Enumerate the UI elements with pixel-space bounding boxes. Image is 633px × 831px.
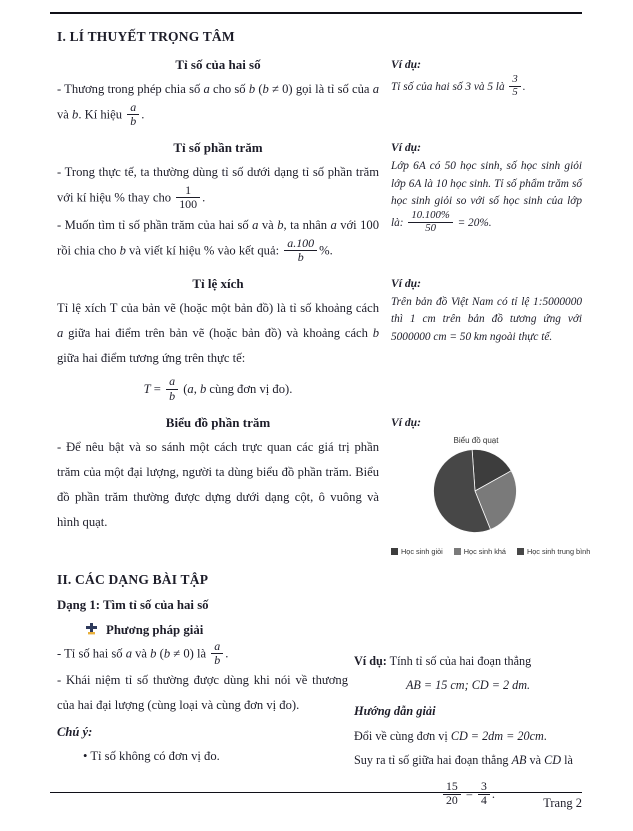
row-ratio [57, 46, 582, 129]
fraction-ab: $\frac{a}{b}$ [166, 375, 178, 402]
text-runs: Suy ra tỉ số giữa hai đoạn thẳng AB và CD là [354, 753, 573, 768]
example-percent [391, 129, 582, 265]
example-label: Ví dụ: [391, 415, 421, 429]
text-runs: - Muốn tìm tỉ số phần trăm của hai số a và b, ta nhân a với 100 rồi chia cho b và viết kí hiệu % vào kết quả: [57, 217, 379, 258]
pie-chart-title: Biểu đồ quạt [453, 435, 499, 445]
text-runs: - Thương trong phép chia số a cho số b (b ≠ 0) gọi là tỉ số của a và b. Kí hiệu [57, 82, 380, 122]
pie-chart-legend [391, 546, 591, 556]
page-content [57, 22, 591, 811]
example-label: Ví dụ: [391, 141, 421, 155]
dang1-heading: Dạng 1: Tìm tỉ số của hai số [57, 597, 209, 612]
practice-left [57, 638, 348, 811]
footer-rule [50, 792, 582, 793]
theory-scale [57, 265, 379, 404]
example-chart [391, 404, 591, 556]
theory-percent [57, 129, 379, 265]
text-runs: (a, b cùng đơn vị đo). [180, 381, 293, 396]
legend-swatch [517, 548, 524, 555]
fraction-ab: $\frac{a}{b}$ [211, 640, 223, 667]
practice-example [354, 641, 582, 811]
text: Tính tỉ số của hai đoạn thẳng [386, 653, 532, 668]
theory-ratio [57, 46, 379, 129]
text-end: . [491, 786, 495, 801]
fraction-1-100: $\frac{1}{100}$ [176, 184, 200, 211]
legend-item [454, 547, 506, 556]
pie-chart-canvas [391, 447, 561, 535]
solution-step1 [354, 724, 582, 749]
subheading-chart: Biểu đồ phần trăm [165, 414, 271, 430]
fraction-3-4: $\frac{3}{4}$ [478, 781, 490, 808]
fraction-15-20: $\frac{15}{20}$ [443, 781, 461, 808]
text: Lớp 6A có 50 học sinh, số học sinh giỏi lớp 6A là 10 học sinh. Tỉ số phẩm trăm số học sinh giỏi so với số học sinh của lớp là: [391, 160, 582, 229]
text-end: . [225, 646, 229, 661]
paragraph-scale [57, 296, 379, 371]
section1-heading: I. LÍ THUYẾT TRỌNG TÂM [57, 29, 235, 44]
row-chart [57, 404, 591, 556]
fraction-3-5: $\frac{3}{5}$ [509, 74, 520, 99]
practice-example-intro [354, 649, 582, 674]
section2-heading: II. CÁC DẠNG BÀI TẬP [57, 571, 209, 587]
method-label: Phương pháp giải [106, 622, 204, 637]
legend-item [391, 547, 443, 556]
text-runs: T = [143, 381, 165, 396]
example-scale [391, 265, 582, 404]
legend-label: Học sinh giỏi [401, 546, 443, 556]
legend-label: Học sinh trung bình [526, 546, 591, 556]
legend-swatch [454, 548, 461, 555]
subheading-scale: Tỉ lệ xích [192, 275, 244, 291]
practice-p2: - Khái niệm tỉ số thường được dùng khi nói về thương của hai đại lượng (cùng loại và cùng đơn vị đo). [57, 673, 348, 713]
paragraph-percent-2 [57, 213, 379, 265]
text-end: . [141, 107, 145, 122]
note-label: Chú ý: [57, 725, 93, 740]
text: Tỉ số của hai số 3 và 5 là [391, 80, 508, 93]
subheading-percent: Tỉ số phần trăm [173, 140, 263, 156]
pie-chart [391, 435, 591, 556]
page-number: Trang 2 [543, 796, 582, 810]
example-text [391, 158, 582, 235]
subheading-ratio: Tỉ số của hai số [175, 57, 261, 72]
legend-swatch [391, 548, 398, 555]
row-percent [57, 129, 582, 265]
top-rule [50, 12, 582, 14]
solution-step2 [354, 748, 582, 773]
example-label: Ví dụ: [391, 58, 421, 71]
text-end: . [202, 190, 206, 205]
text-runs: Đổi về cùng đơn vị CD = 2dm = 20cm. [354, 728, 547, 743]
row-practice [57, 638, 582, 811]
equals-sign: = [462, 786, 476, 801]
example-text: Trên bản đồ Việt Nam có tỉ lệ 1:5000000 thì 1 cm trên bản đồ tương ứng với 5000000 cm = 50 km ngoài thực tế. [391, 295, 582, 343]
text-runs: - Tỉ số hai số a và b (b ≠ 0) là [57, 646, 210, 661]
paragraph-percent-1 [57, 160, 379, 212]
text-runs: Tỉ lệ xích T của bản vẽ (hoặc một bản đồ) là tỉ số khoảng cách a giữa hai điểm trên bản vẽ (hoặc bản đồ) và khoảng cách b giữa hai điểm tương ứng trên thực tế: [57, 300, 379, 365]
note-bullet: • Tỉ số không có đơn vị đo. [83, 749, 220, 764]
text-runs: - Trong thực tế, ta thường dùng tỉ số dưới dạng tỉ số phần trăm với kí hiệu % thay cho [57, 165, 379, 205]
example-label: Ví dụ: [354, 653, 387, 668]
fraction-10100-50: $\frac{10.100\%}{50}$ [408, 210, 452, 235]
formula-scale [57, 374, 379, 404]
method-row [57, 619, 582, 641]
text-end: . [522, 80, 526, 93]
fraction-ab: $\frac{a}{b}$ [127, 101, 139, 128]
example-label: Ví dụ: [391, 276, 421, 290]
legend-label: Học sinh khá [463, 546, 506, 556]
text-end: %. [319, 243, 333, 258]
example-text [391, 75, 582, 100]
practice-p1 [57, 638, 348, 668]
paragraph-ratio [57, 77, 379, 129]
row-scale [57, 265, 582, 404]
theory-chart [57, 404, 379, 556]
fraction-a100-b: $\frac{a.100}{b}$ [284, 237, 317, 264]
practice-example-given: AB = 15 cm; CD = 2 dm. [405, 678, 531, 693]
example-ratio [391, 46, 582, 129]
text-end: = 20%. [454, 216, 492, 229]
method-pin-icon [85, 623, 98, 636]
solution-heading: Hướng dẫn giải [354, 703, 436, 718]
legend-item [517, 547, 590, 556]
paragraph-chart: - Để nêu bật và so sánh một cách trực quan các giá trị phần trăm của một đại lượng, người ta dùng biểu đồ phần trăm. Biểu đồ phần trăm thường được dựng dưới dạng cột, ô vuông và hình quạt. [57, 439, 379, 529]
